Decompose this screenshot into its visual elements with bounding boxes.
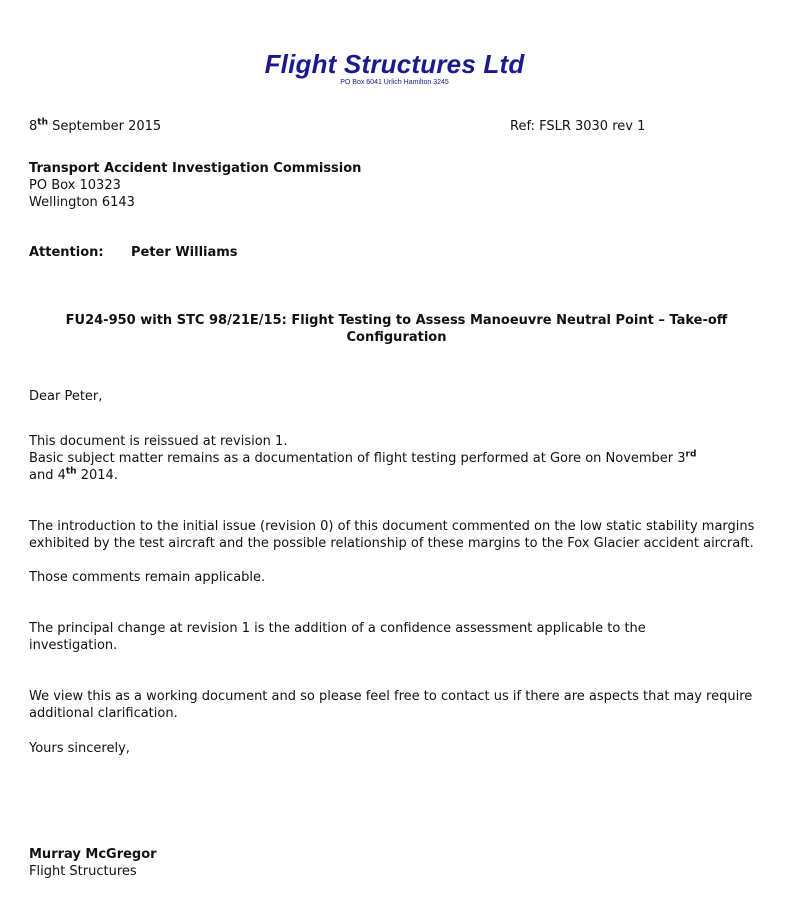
body-p4: We view this as a working document and so please feel free to contact us if there are aspects that may require additional clarification. <box>29 689 753 721</box>
body-p2: The introduction to the initial issue (revision 0) of this document commented on the low static stability margins exhibited by the test aircraft and the possible relationship of these margins to the Fox Glacier accident aircraft. <box>29 519 755 551</box>
body-p1-line2-sup: rd <box>685 449 697 460</box>
salutation: Dear Peter, <box>29 389 103 404</box>
body-p1-line3-text: and 4 <box>29 468 66 483</box>
body-p3: The principal change at revision 1 is the addition of a confidence assessment applicable to the investigation. <box>29 621 646 653</box>
date-day: 8 <box>29 119 38 134</box>
attention-line <box>29 244 238 261</box>
signature-name: Murray McGregor <box>29 847 157 862</box>
recipient-address-line2: Wellington 6143 <box>29 195 135 210</box>
body-p1-line3-rest: 2014. <box>76 468 118 483</box>
signature-company: Flight Structures <box>29 864 137 879</box>
subject-line2: Configuration <box>346 330 447 345</box>
attention-label: Attention: <box>29 245 104 260</box>
company-address: PO Box 6041 Urlich Hamilton 3245 <box>340 79 449 86</box>
body-p1-line3 <box>29 467 118 484</box>
subject-line1: FU24-950 with STC 98/21E/15: Flight Testing to Assess Manoeuvre Neutral Point – Take-off <box>65 313 728 328</box>
body-p1-line1: This document is reissued at revision 1. <box>29 434 288 449</box>
company-name: Flight Structures Ltd <box>264 49 525 79</box>
attention-name: Peter Williams <box>131 245 238 260</box>
recipient-address-line1: PO Box 10323 <box>29 178 121 193</box>
date-rest: September 2015 <box>48 119 162 134</box>
closing: Yours sincerely, <box>29 741 130 756</box>
letterhead <box>0 50 789 87</box>
date-suffix: th <box>37 117 48 128</box>
body-p1-line2-text: Basic subject matter remains as a documentation of flight testing performed at Gore on November 3 <box>29 451 686 466</box>
body-p1-line3-sup: th <box>65 466 77 477</box>
letter-date <box>29 118 161 135</box>
body-p2-line2: Those comments remain applicable. <box>29 570 266 585</box>
reference-number: Ref: FSLR 3030 rev 1 <box>510 119 646 134</box>
recipient-organization: Transport Accident Investigation Commission <box>29 161 362 176</box>
body-p1-line2 <box>29 450 696 467</box>
